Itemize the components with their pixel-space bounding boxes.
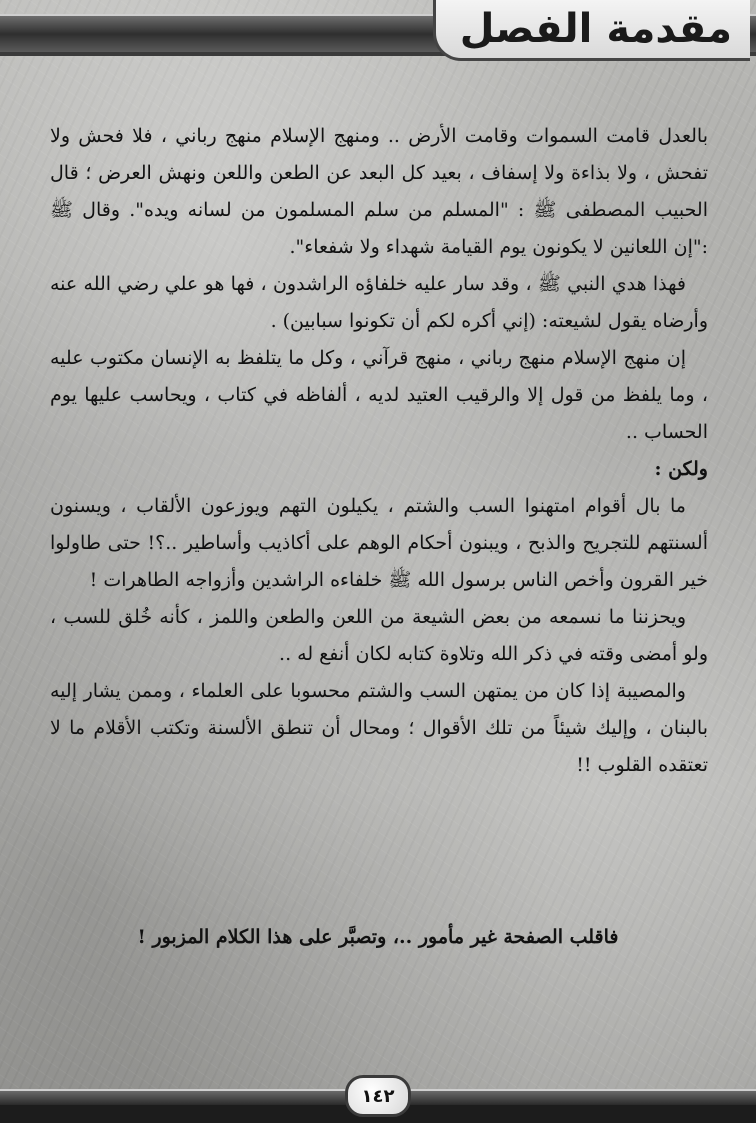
paragraph-2: فهذا هدي النبي ﷺ ، وقد سار عليه خلفاؤه الراشدون ، فها هو علي رضي الله عنه وأرضاه يقول لشيعته: (إني أكره لكم أن تكونوا سبابين) . [50, 273, 708, 332]
chapter-title: مقدمة الفصل [433, 0, 750, 61]
paragraph-6: والمصيبة إذا كان من يمتهن السب والشتم محسوبا على العلماء ، وممن يشار إليه بالبنان ، وإليك شيئاً من تلك الأقوال ؛ ومحال أن تنطق الألسنة وتكتب الأقلام ما لا تعتقده القلوب !! [50, 680, 708, 776]
paragraph-1: بالعدل قامت السموات وقامت الأرض .. ومنهج الإسلام منهج رباني ، فلا فحش ولا تفحش ، ولا بذاءة ولا إسفاف ، بعيد كل البعد عن الطعن واللعن ونهش العرض ؛ قال الحبيب المصطفى ﷺ : "المسلم من سلم المسلمون من لسانه ويده". وقال ﷺ :"إن اللعانين لا يكونون يوم القيامة شهداء ولا شفعاء". [50, 125, 708, 258]
paragraph-3: إن منهج الإسلام منهج رباني ، منهج قرآني ، وكل ما يتلفظ به الإنسان مكتوب عليه ، وما يلفظ من قول إلا والرقيب العتيد لديه ، ألفاظه في كتاب ، ويحاسب عليها يوم الحساب .. [50, 347, 708, 443]
paragraph-5: ويحزننا ما نسمعه من بعض الشيعة من اللعن والطعن واللمز ، كأنه خُلق للسب ، ولو أمضى وقته في ذكر الله وتلاوة كتابه لكان أنفع له .. [50, 606, 708, 665]
chapter-header [0, 0, 756, 60]
paragraph-4: ما بال أقوام امتهنوا السب والشتم ، يكيلون التهم ويوزعون الألقاب ، ويسنون ألسنتهم للتجريح والذبح ، ويبنون أحكام الوهم على أكاذيب وأساطير ..؟! حتى طاولوا خير القرون وأخص الناس برسول الله ﷺ خلفاءه الراشدين وأزواجه الطاهرات ! [50, 495, 708, 591]
closing-line: فاقلب الصفحة غير مأمور ..، وتصبَّر على هذا الكلام المزبور ! [137, 926, 619, 948]
page-number-badge: ١٤٢ [345, 1075, 411, 1117]
section-heading: ولكن : [654, 458, 708, 480]
page-body [50, 118, 708, 784]
